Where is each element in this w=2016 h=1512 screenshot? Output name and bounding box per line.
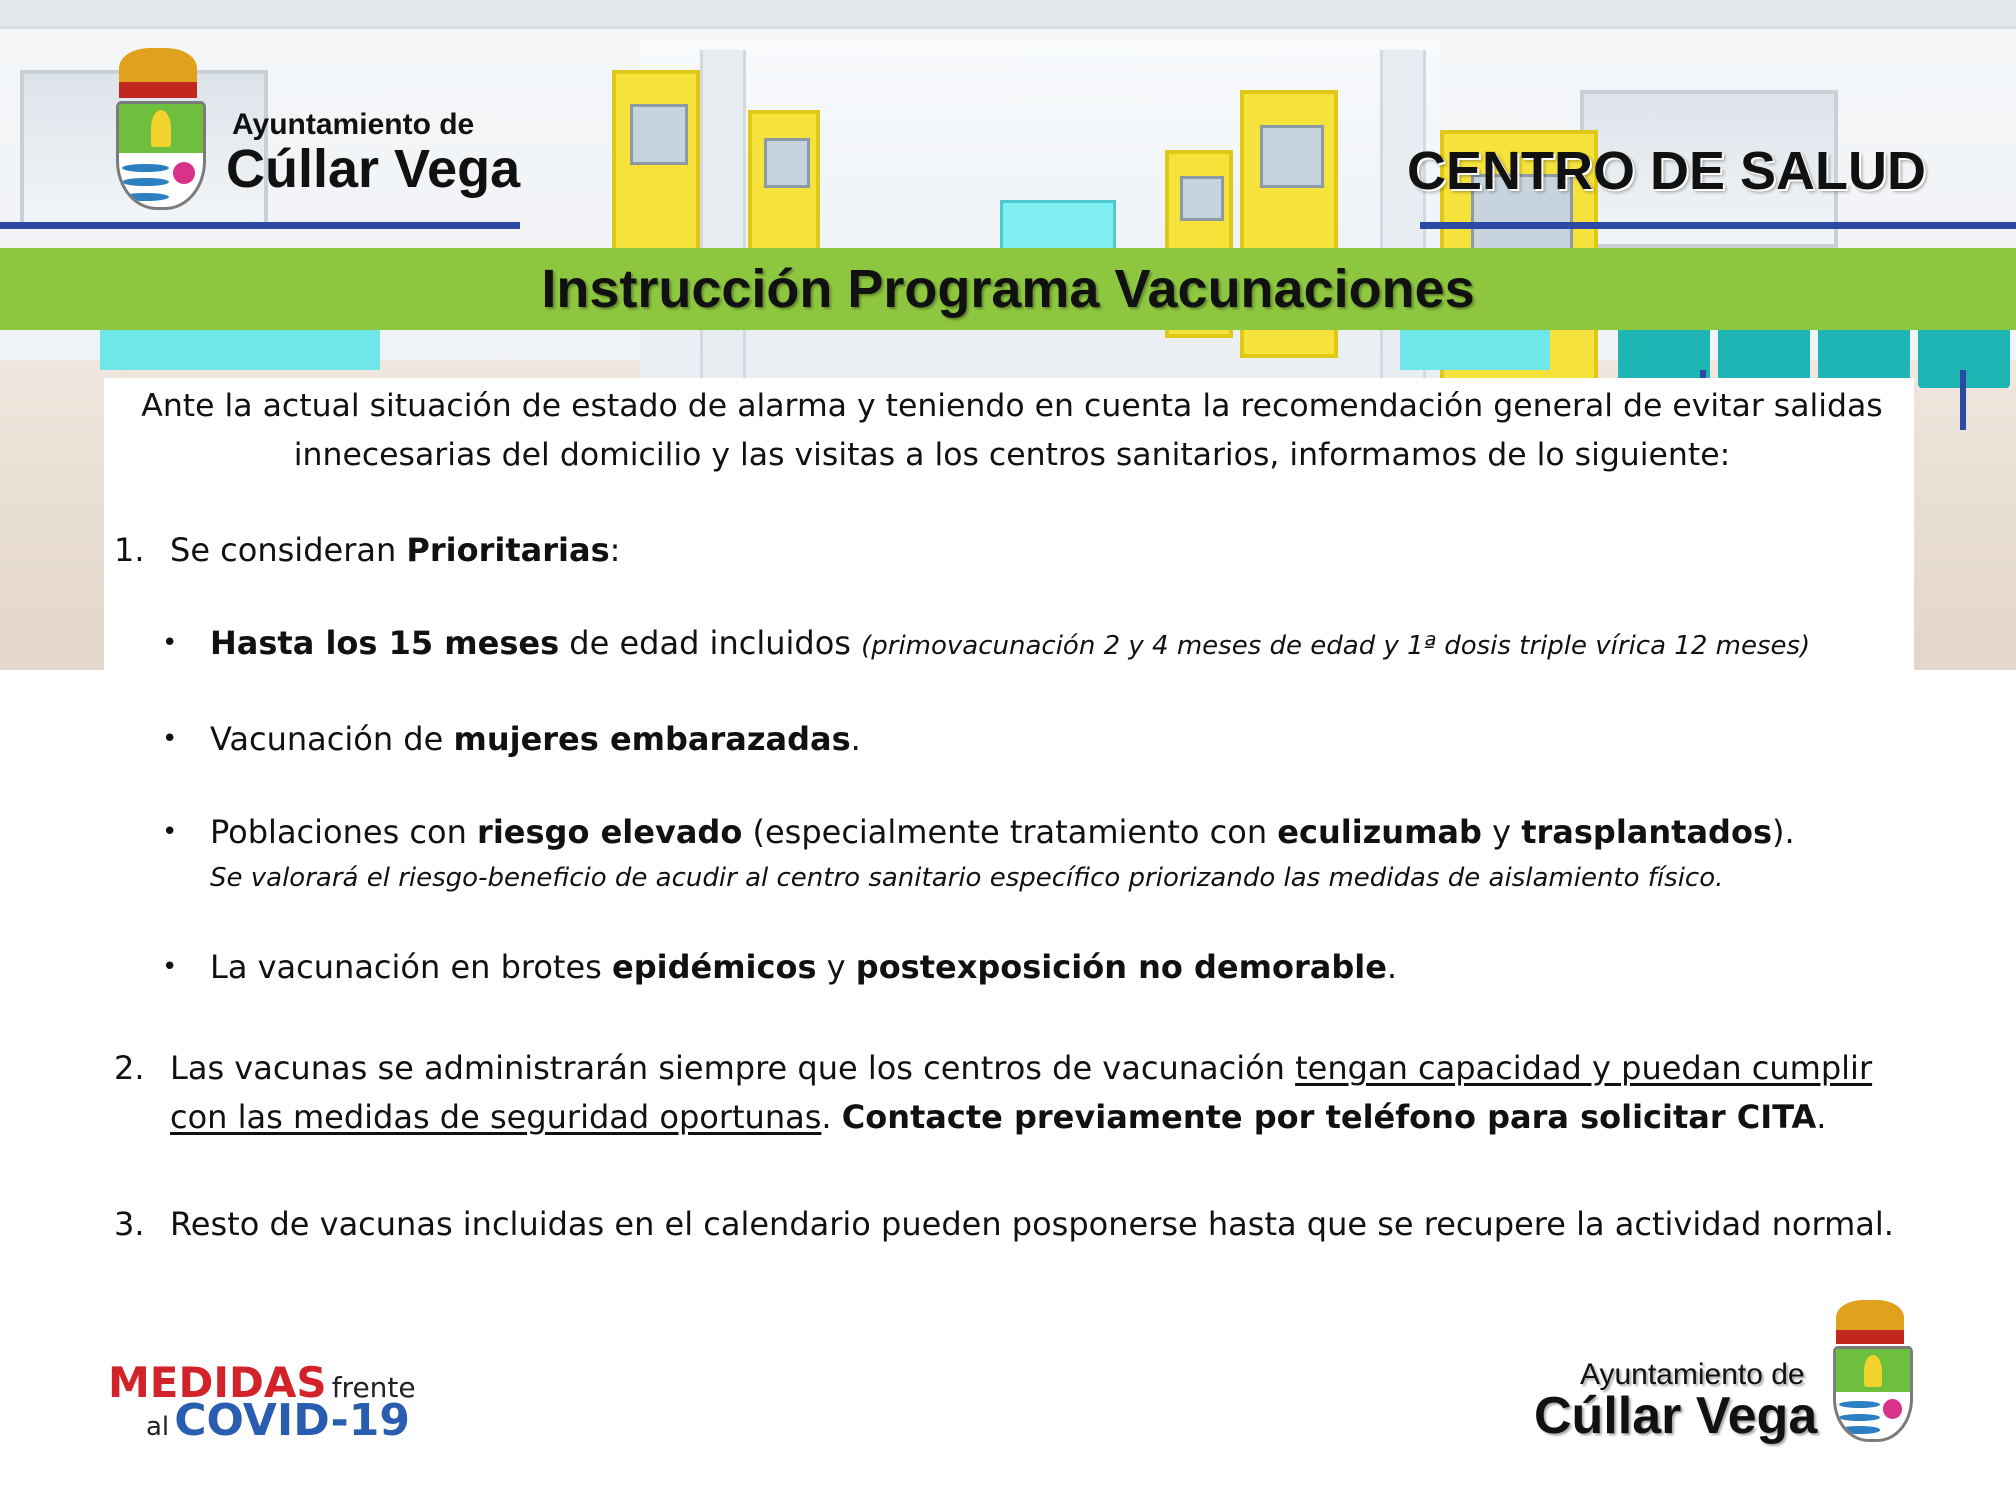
item-underlined: tengan capacidad y puedan cumplir con las medidas de seguridad oportunas [170, 1049, 1873, 1136]
bullet-icon: • [162, 628, 178, 658]
header-town-name: Cúllar Vega [226, 139, 521, 199]
item-text: . [821, 1098, 842, 1136]
instructions-body [112, 382, 1912, 1249]
al-label: al [146, 1412, 170, 1442]
footer-crest-logo [1830, 1300, 1910, 1436]
bullet-text: de edad incluidos [559, 624, 862, 662]
item-bold: Contacte previamente por teléfono para solicitar CITA [841, 1098, 1817, 1136]
intro-paragraph: Ante la actual situación de estado de alarma y teniendo en cuenta la recomendación general de evitar salidas innecesarias del domicilio y las visitas a los centros sanitarios, informamos de lo siguiente: [141, 388, 1883, 473]
frente-label: frente [331, 1371, 416, 1404]
bullet-bold: postexposición no demorable [855, 948, 1387, 986]
bullet-note: (primovacunación 2 y 4 meses de edad y 1ª dosis triple vírica 12 meses) [861, 631, 1811, 661]
header-town-prefix: Ayuntamiento de [232, 108, 475, 141]
bullet-icon: • [162, 952, 178, 982]
item-bold: Prioritarias [406, 531, 610, 569]
bullet-text: ). [1771, 813, 1795, 851]
bullet-item [112, 715, 1912, 764]
medidas-label: MEDIDAS [108, 1358, 327, 1407]
bullet-item [112, 808, 1912, 899]
bullet-text: (especialmente tratamiento con [742, 813, 1278, 851]
list-item-1 [112, 526, 1912, 575]
item-text: Se consideran [170, 531, 407, 569]
list-number: 3. [114, 1205, 145, 1243]
bullet-text: Vacunación de [210, 720, 454, 758]
bullet-icon: • [162, 724, 178, 754]
list-number: 1. [114, 531, 145, 569]
item-text: Resto de vacunas incluidas en el calendario pueden posponerse hasta que se recupere la actividad normal. [170, 1205, 1894, 1243]
list-item-3 [112, 1200, 1912, 1249]
footer-town-name: Cúllar Vega [1534, 1387, 1818, 1445]
item-text: . [1816, 1098, 1827, 1136]
item-text: : [609, 531, 621, 569]
bullet-text: y [816, 948, 856, 986]
bullet-item [112, 943, 1912, 992]
bullet-bold: mujeres embarazadas [453, 720, 851, 758]
bullet-bold: epidémicos [612, 948, 817, 986]
list-item-2 [112, 1044, 1930, 1142]
bullet-text: . [1386, 948, 1398, 986]
bullet-bold: Hasta los 15 meses [210, 624, 560, 662]
bullet-icon: • [162, 817, 178, 847]
bullet-bold: eculizumab [1277, 813, 1482, 851]
covid-badge-line2 [146, 1395, 410, 1446]
item-text: Las vacunas se administrarán siempre que los centros de vacunación [170, 1049, 1296, 1087]
bullet-text: . [850, 720, 861, 758]
bullet-bold: trasplantados [1521, 813, 1772, 851]
bullet-item [112, 619, 1912, 671]
bullet-text: Poblaciones con [210, 813, 478, 851]
centre-title: CENTRO DE SALUD [1406, 141, 1926, 201]
banner-title: Instrucción Programa Vacunaciones [541, 259, 1475, 319]
bullet-text: y [1481, 813, 1522, 851]
covid-label: COVID-19 [174, 1395, 411, 1446]
bullet-text: La vacunación en brotes [210, 948, 612, 986]
bullet-bold: riesgo elevado [477, 813, 743, 851]
town-crest-logo [112, 48, 204, 204]
bullet-note: Se valorará el riesgo-beneficio de acudir al centro sanitario específico priorizando las medidas de aislamiento físico. [210, 863, 1724, 893]
footer-town-prefix: Ayuntamiento de [1580, 1358, 1805, 1391]
list-number: 2. [114, 1049, 145, 1087]
